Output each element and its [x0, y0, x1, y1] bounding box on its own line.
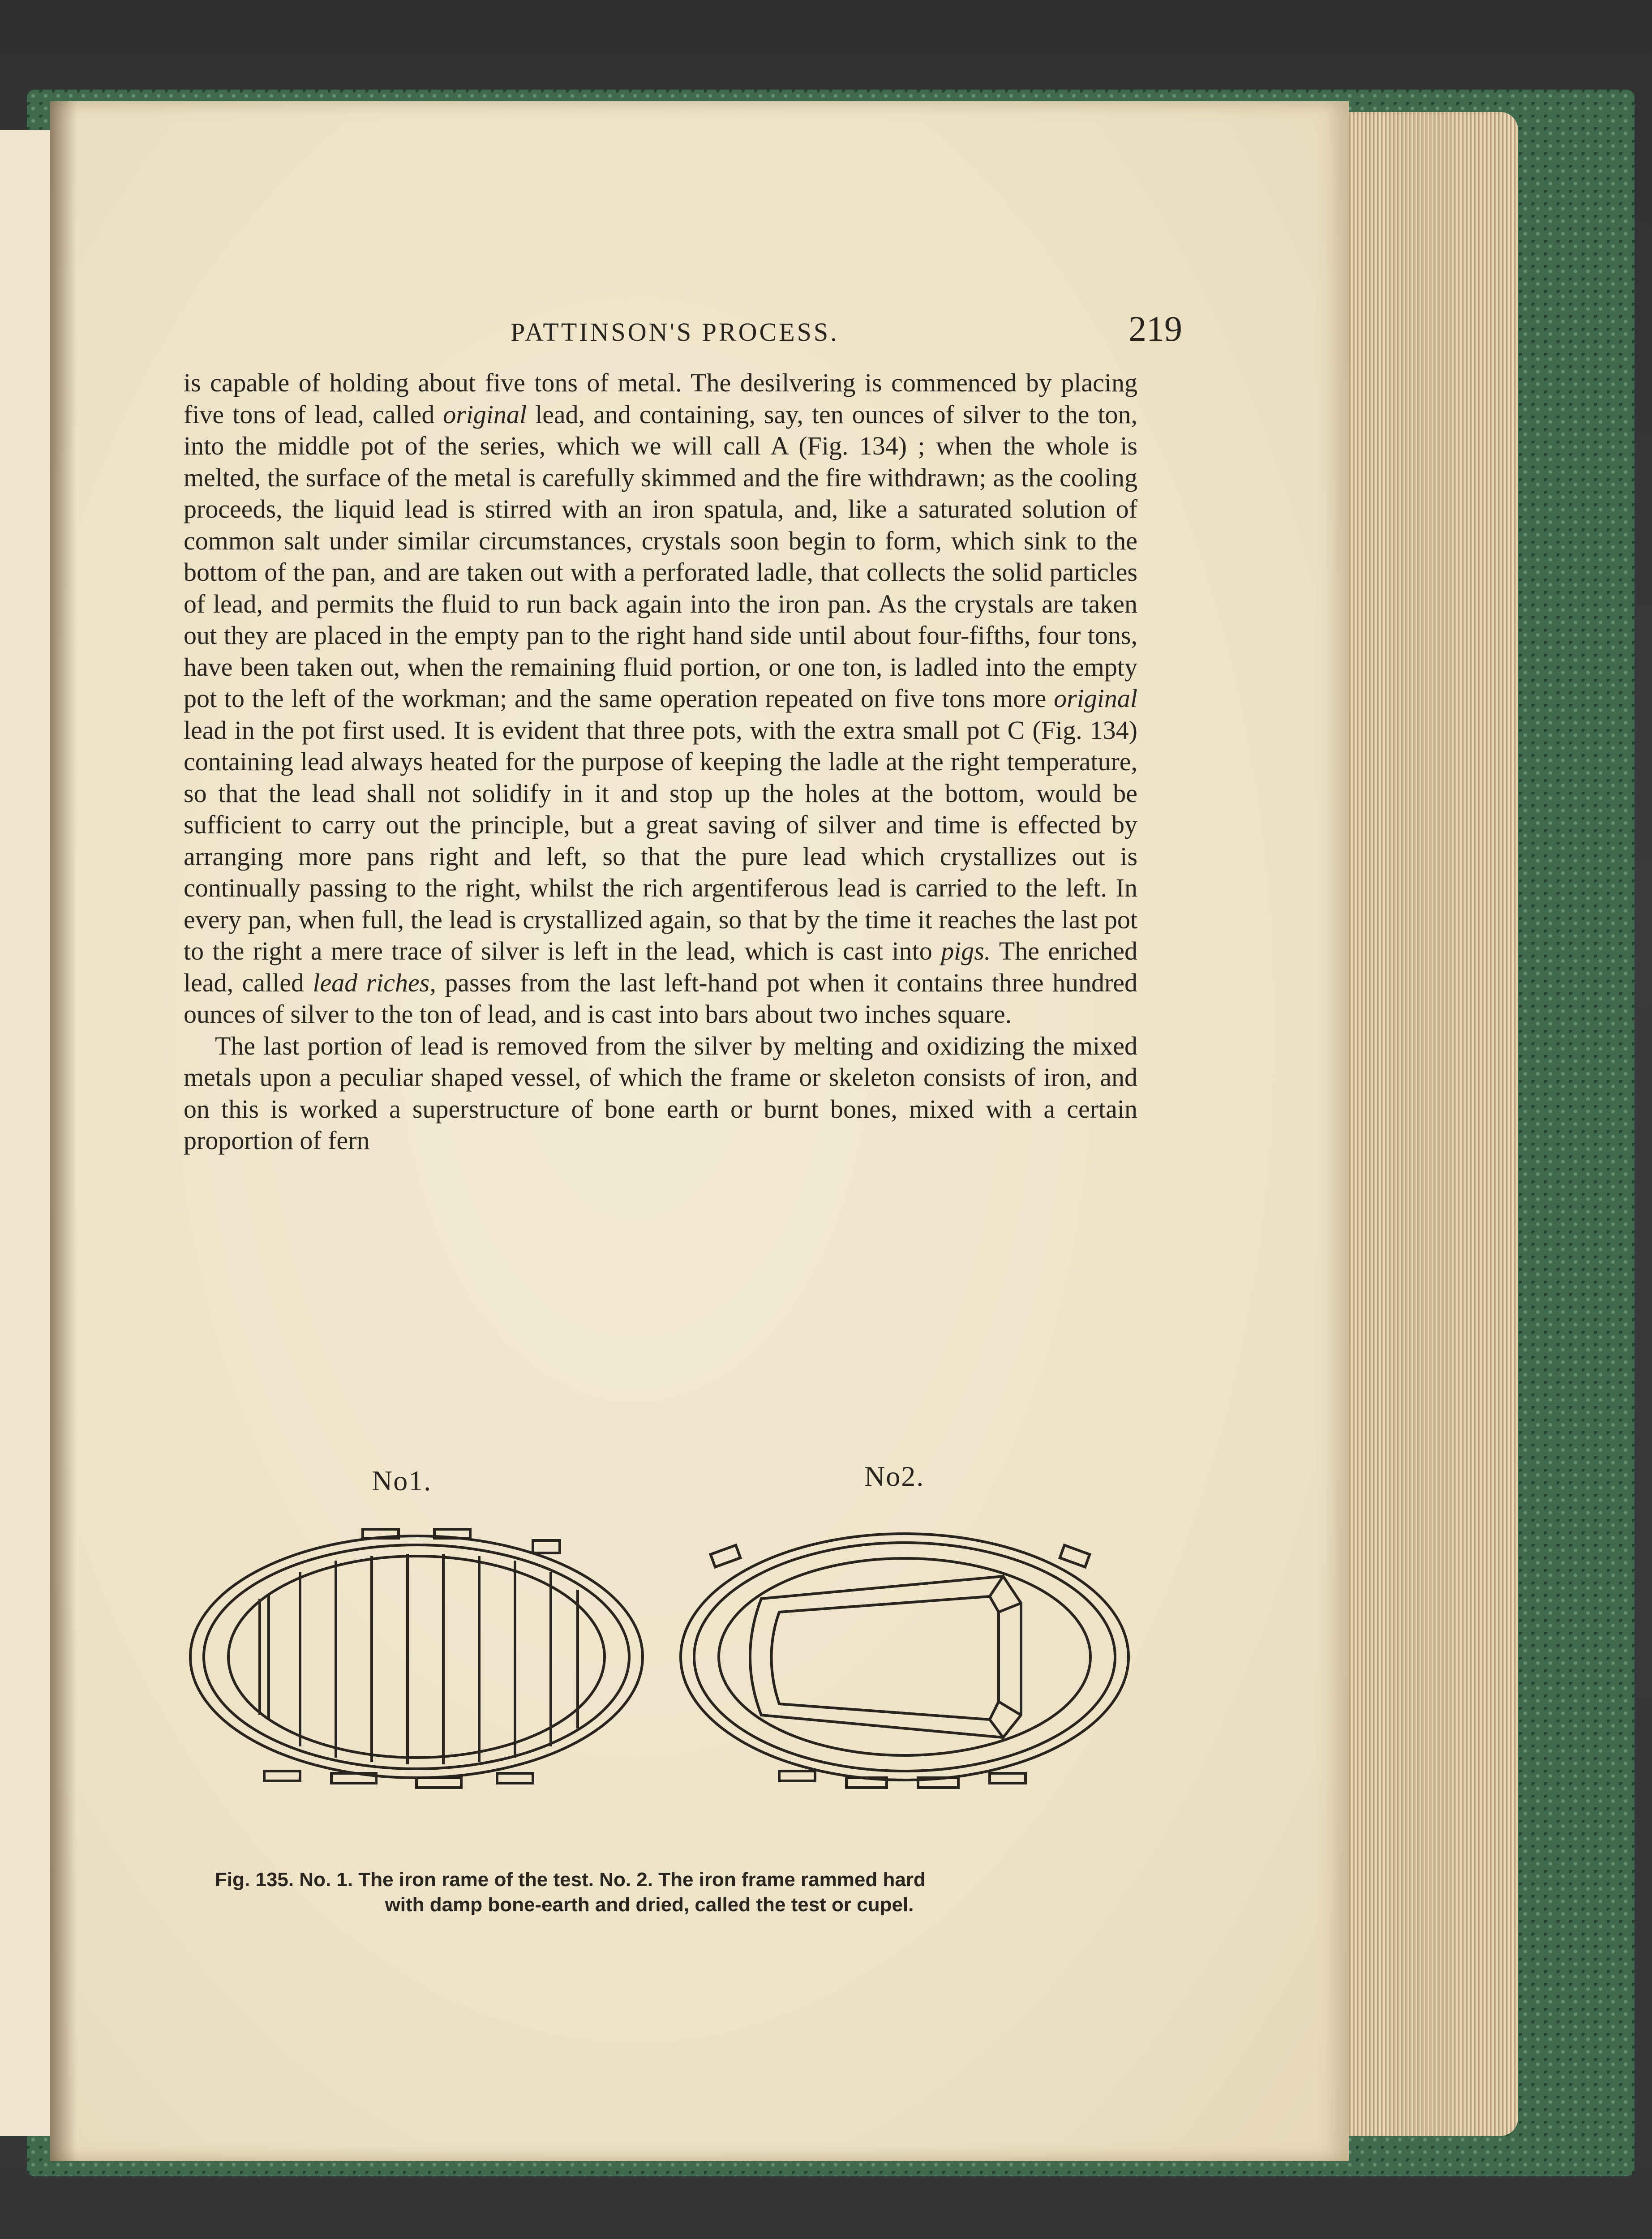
iron-frame-no2-cupel [681, 1534, 1129, 1788]
iron-frame-no1 [190, 1529, 643, 1788]
facing-page-edge [0, 130, 56, 2136]
page-gutter-shadow [50, 101, 77, 2161]
page-edges [1326, 112, 1518, 2136]
caption-line-2: with damp bone-earth and dried, called the test or cupel. [385, 1894, 914, 1916]
paragraph: is capable of holding about five tons of metal. The desilvering is commenced by placing five tons of lead, called original lead, and containing, say, ten ounces of silver to the ton, into the middle pot of the series, which we will call A (Fig. 134) ; when the whole is melted, the surface of the metal is carefully skimmed and the fire withdrawn; as the cooling proceeds, the liquid lead is stirred with an iron spatula, and, like a saturated solution of common salt under similar circumstances, crystals soon begin to form, which sink to the bottom of the pan, and are taken out with a perforated ladle, that collects the solid particles of lead, and permits the fluid to run back again into the iron pan. As the crystals are taken out they are placed in the empty pan to the right hand side until about four-fifths, four tons, have been taken out, when the remaining fluid portion, or one ton, is ladled into the empty pot to the left of the workman; and the same operation repeated on five tons more original lead in the pot first used. It is evident that three pots, with the extra small pot C (Fig. 134) containing lead always heated for the purpose of keeping the ladle at the right temperature, so that the lead shall not solidify in it and stop up the holes at the bottom, would be sufficient to carry out the principle, but a great saving of silver and time is effected by arranging more pans right and left, so that the pure lead which crystallizes out is continually passing to the right, whilst the rich argentiferous lead is carried to the left. In every pan, when full, the lead is crystallized again, so that by the time it reaches the last pot to the right a mere trace of silver is left in the lead, which is cast into pigs. The enriched lead, called lead riches, passes from the last left-hand pot when it contains three hundred ounces of silver to the ton of lead, and is cast into bars about two inches square. [184, 368, 1138, 1029]
page-number: 219 [1129, 309, 1182, 349]
page-header [511, 309, 1182, 354]
figure-label-no2: No2. [864, 1460, 925, 1492]
figure-caption [215, 1867, 1137, 1917]
figure-label-no1: No1. [372, 1465, 432, 1497]
body-text [184, 367, 1137, 1157]
test-frame-illustration [184, 1464, 1137, 1832]
caption-line-1: Fig. 135. No. 1. The iron rame of the test. No. 2. The iron frame rammed hard [215, 1869, 926, 1891]
paragraph: The last portion of lead is removed from the silver by melting and oxidizing the mixed metals upon a peculiar shaped vessel, of which the frame or skeleton consists of iron, and on this is worked a superstructure of bone earth or burnt bones, mixed with a certain proportion of fern [184, 1031, 1137, 1155]
figure-135 [184, 1460, 1137, 1832]
running-head: PATTINSON'S PROCESS. [511, 317, 839, 347]
